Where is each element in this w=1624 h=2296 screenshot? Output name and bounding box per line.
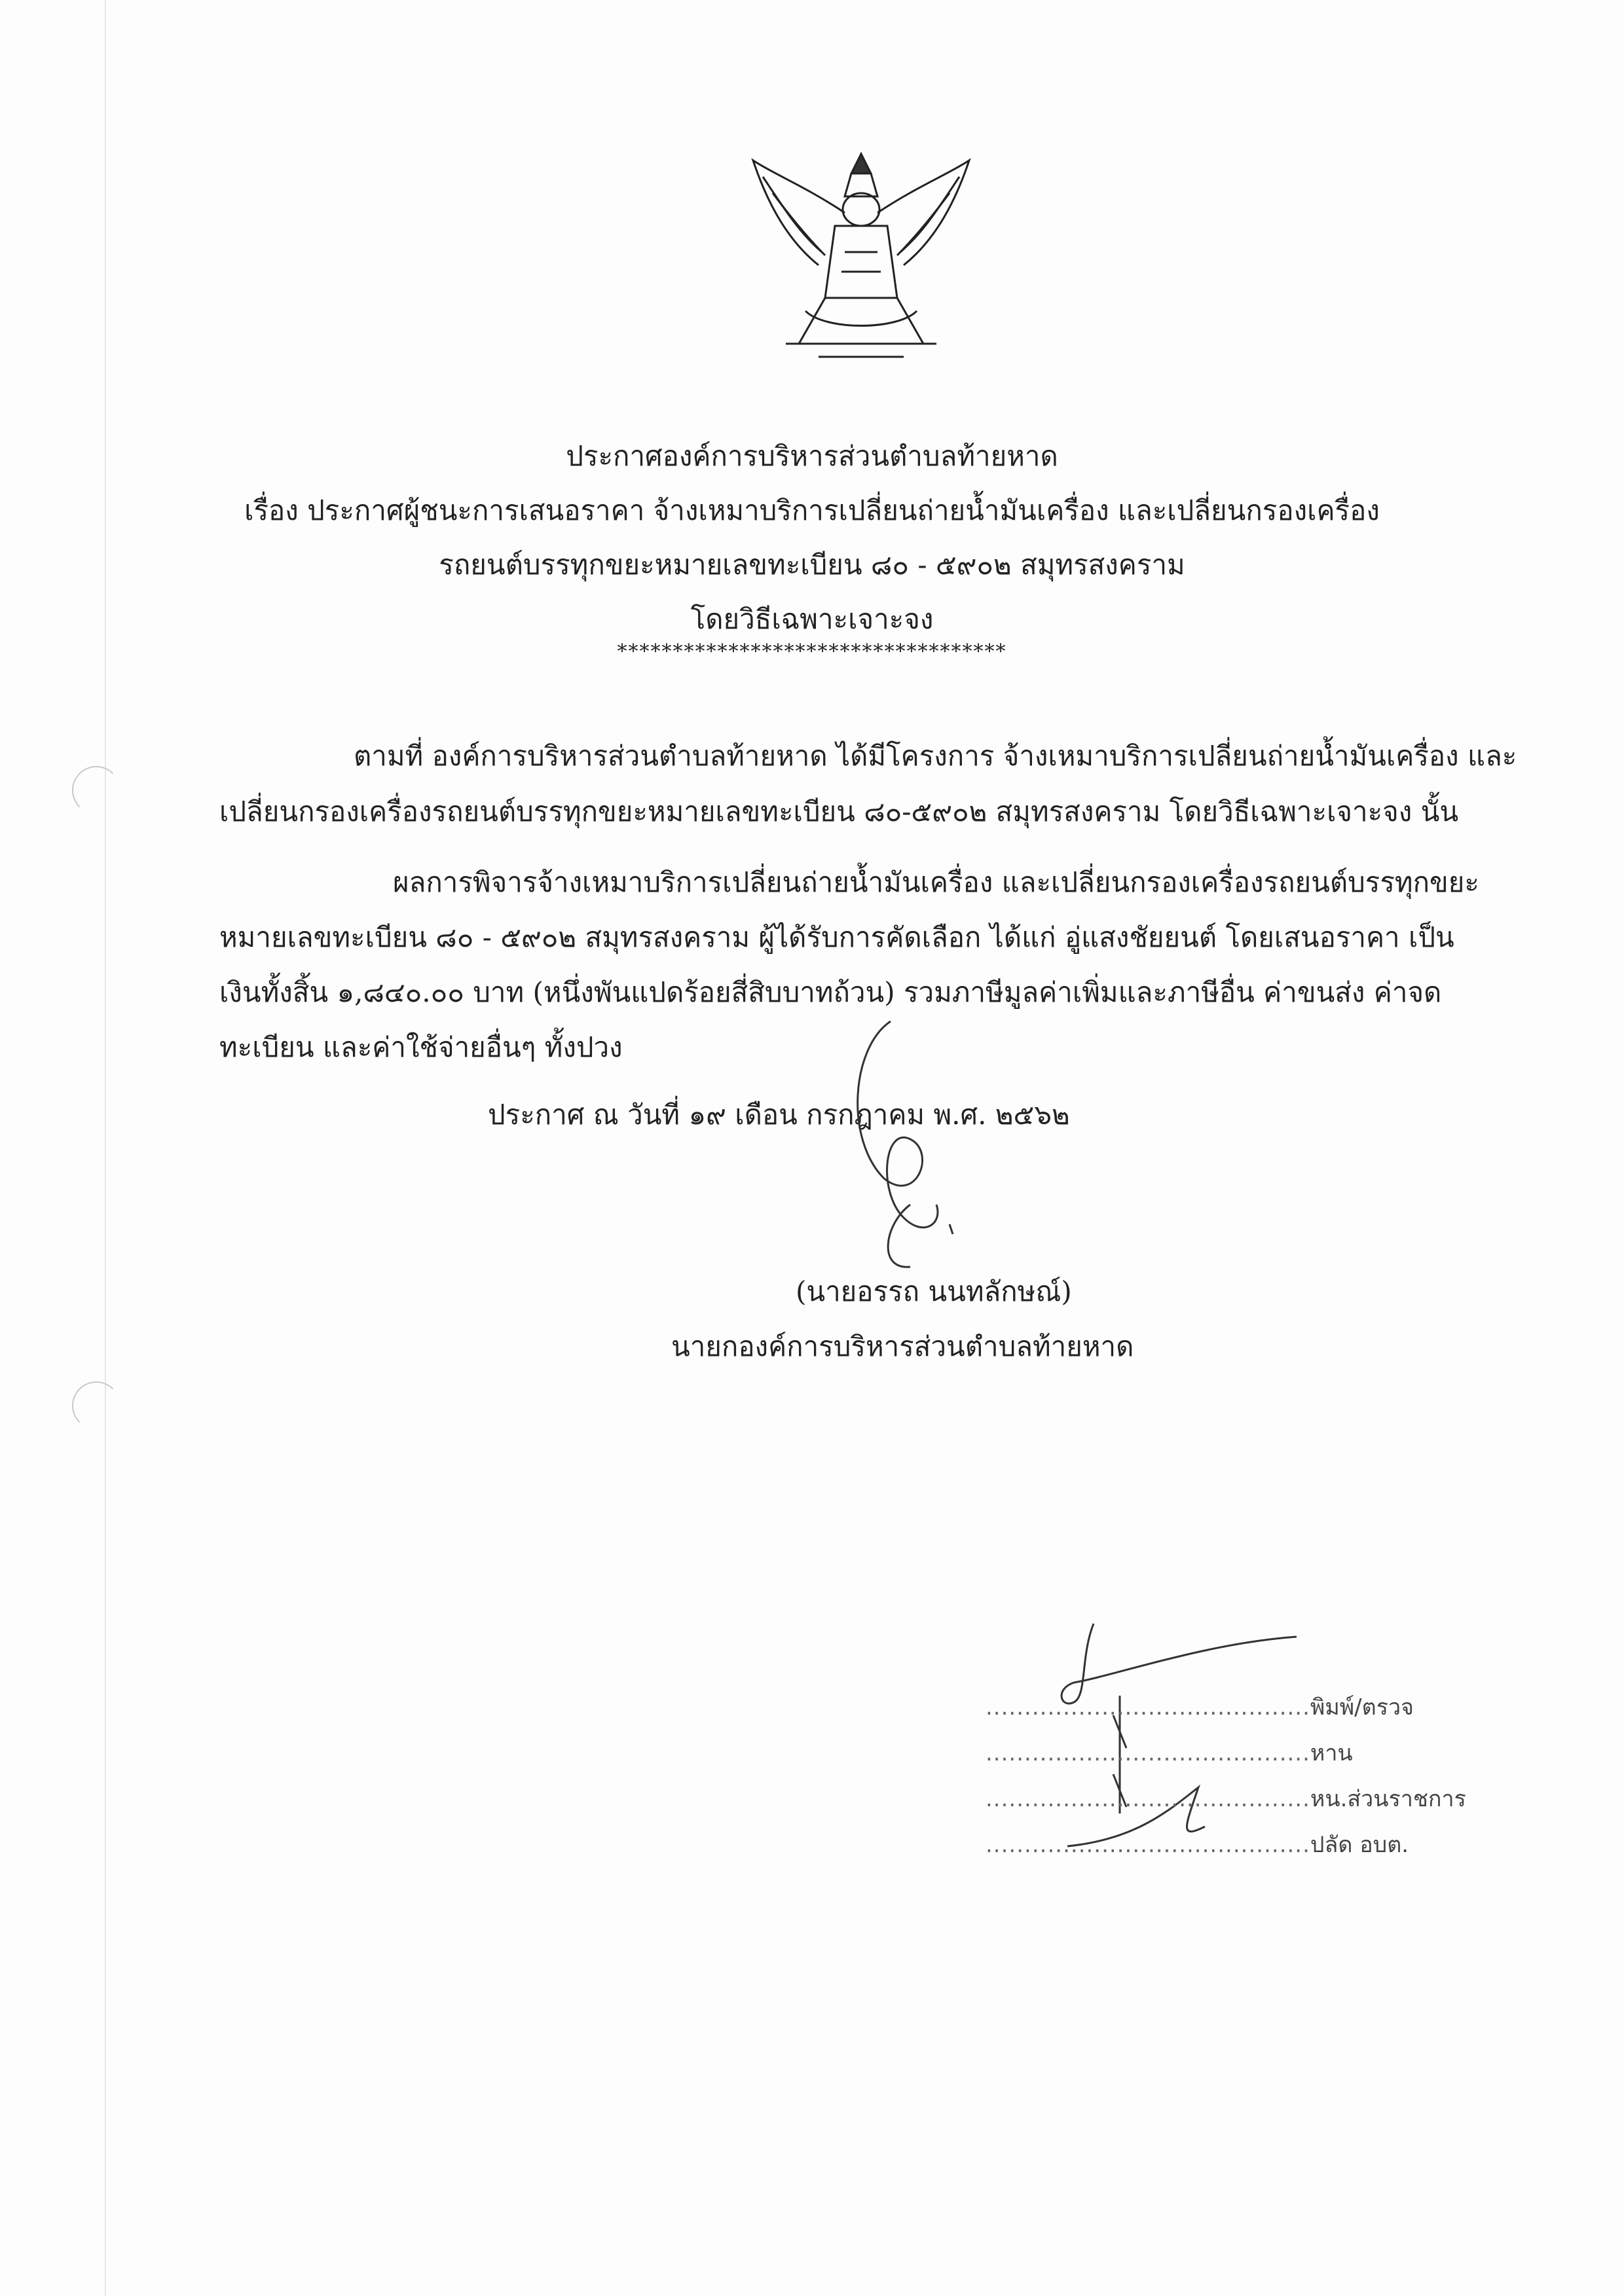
paragraph-1-line-1: ตามที่ องค์การบริหารส่วนตำบลท้ายหาด ได้มีโครงการ จ้างเหมาบริการเปลี่ยนถ่ายน้ำมันเครื่อง และ	[354, 740, 1517, 772]
subject-line-1: เรื่อง ประกาศผู้ชนะการเสนอราคา จ้างเหมาบริการเปลี่ยนถ่ายน้ำมันเครื่อง และเปลี่ยนกรองเครื่อง	[244, 494, 1380, 526]
initials-dots: ..........................................	[986, 1694, 1310, 1721]
initials-label-typed-checked: พิมพ์/ตรวจ	[1310, 1694, 1414, 1721]
initials-row-deputy	[986, 1827, 1409, 1862]
signer-position: นายกองค์การบริหารส่วนตำบลท้ายหาด	[671, 1330, 1134, 1362]
initials-label-2: หาน	[1310, 1740, 1353, 1766]
announcement-date: ประกาศ ณ วันที่ ๑๙ เดือน กรกฎาคม พ.ศ. ๒๕๖๒	[488, 1099, 1070, 1131]
separator-stars: ***********************************	[617, 640, 1007, 663]
garuda-emblem-icon	[747, 147, 976, 370]
initials-dots: ..........................................	[986, 1832, 1310, 1858]
announcement-title: ประกาศองค์การบริหารส่วนตำบลท้ายหาด	[566, 440, 1058, 472]
paragraph-2-line-4: ทะเบียน และค่าใช้จ่ายอื่นๆ ทั้งปวง	[219, 1031, 623, 1063]
initials-row-department-head	[986, 1781, 1466, 1816]
paragraph-1-line-2: เปลี่ยนกรองเครื่องรถยนต์บรรทุกขยะหมายเลขทะเบียน ๘๐-๕๙๐๒ สมุทรสงคราม โดยวิธีเฉพาะเจาะจง นั้น	[219, 795, 1459, 828]
initials-row-2	[986, 1735, 1353, 1770]
paragraph-2-line-1: ผลการพิจารจ้างเหมาบริการเปลี่ยนถ่ายน้ำมันเครื่อง และเปลี่ยนกรองเครื่องรถยนต์บรรทุกขยะ	[393, 866, 1479, 898]
signer-name: (นายอรรถ นนทลักษณ์)	[796, 1275, 1072, 1307]
punch-hole-bottom	[72, 1381, 120, 1430]
handwritten-signature-icon	[812, 1008, 995, 1283]
initials-label-deputy: ปลัด อบต.	[1310, 1832, 1409, 1858]
initials-dots: ..........................................	[986, 1786, 1310, 1812]
page-margin-line	[105, 0, 106, 2296]
initials-label-department-head: หน.ส่วนราชการ	[1310, 1786, 1466, 1812]
subject-line-2: รถยนต์บรรทุกขยะหมายเลขทะเบียน ๘๐ - ๕๙๐๒ สมุทรสงคราม	[439, 549, 1185, 581]
punch-hole-top	[72, 766, 120, 814]
initials-dots: ..........................................	[986, 1740, 1310, 1766]
paragraph-2-line-3: เงินทั้งสิ้น ๑,๘๔๐.๐๐ บาท (หนึ่งพันแปดร้อยสี่สิบบาทถ้วน) รวมภาษีมูลค่าเพิ่มและภาษีอื่น ค่าขนส่ง ค่าจด	[219, 976, 1442, 1008]
initials-row-typed-checked	[986, 1689, 1414, 1724]
subject-line-3: โดยวิธีเฉพาะเจาะจง	[690, 603, 934, 635]
paragraph-2-line-2: หมายเลขทะเบียน ๘๐ - ๕๙๐๒ สมุทรสงคราม ผู้ได้รับการคัดเลือก ได้แก่ อู่แสงชัยยนต์ โดยเสนอราคา เป็น	[219, 921, 1454, 953]
